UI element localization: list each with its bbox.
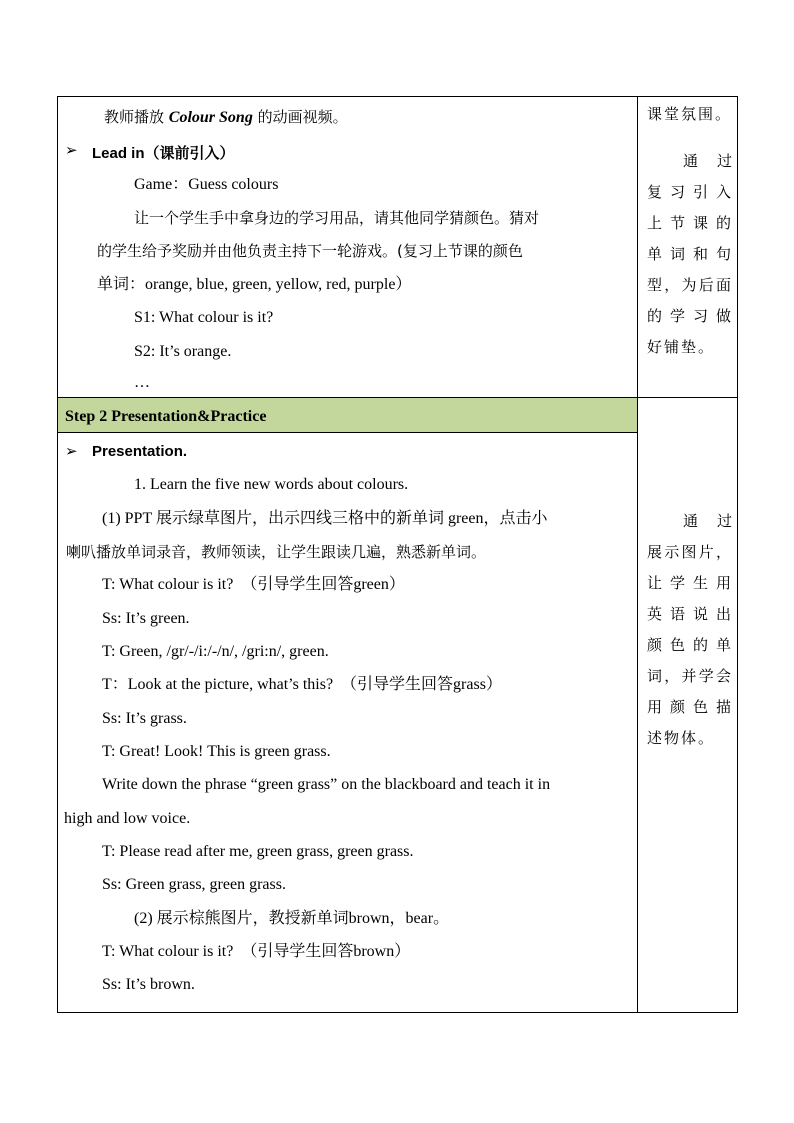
step-line-3: 喇叭播放单词录音，教师领读，让学生跟读几遍，熟悉新单词。 <box>66 543 487 561</box>
step-line-8: Ss: It’s grass. <box>102 710 187 727</box>
step-line-4: T: What colour is it? （引导学生回答green） <box>102 576 405 593</box>
step-line-6: T: Green, /gr/-/i:/-/n/, /gri:n/, green. <box>102 643 329 660</box>
step-line-11: high and low voice. <box>64 810 191 827</box>
game-line: Game：Guess colours <box>134 176 279 193</box>
step-line-9: T: Great! Look! This is green grass. <box>102 743 331 760</box>
dialogue-s1: S1: What colour is it? <box>134 309 274 326</box>
step-line-12: T: Please read after me, green grass, green grass. <box>102 843 414 860</box>
bullet-icon: ➢ <box>65 141 78 159</box>
step-line-7: T：Look at the picture, what’s this? （引导学生回答grass） <box>102 676 502 693</box>
step-line-5: Ss: It’s green. <box>102 610 190 627</box>
lesson-plan-table <box>57 96 738 1013</box>
step-header-title: Step 2 Presentation&Practice <box>65 408 267 425</box>
step-line-14: (2) 展示棕熊图片，教授新单词brown，bear。 <box>134 910 450 927</box>
step-header-row <box>58 398 637 432</box>
side-note-1: 课堂氛围。 通 过 复习引入 上节课的 单词和句 型，为后面 的学习做 好铺垫。 <box>647 99 733 363</box>
intro-line: 教师播放 Colour Song 的动画视频。 <box>104 108 348 126</box>
ellipsis: … <box>134 374 150 391</box>
side-note-2: 通 过 展示图片， 让学生用 英语说出 颜色的单 词，并学会 用颜色描 述物体。 <box>647 512 735 747</box>
presentation-heading: Presentation. <box>92 443 188 460</box>
step-line-1: 1. Learn the five new words about colours. <box>134 476 409 493</box>
step-line-10: Write down the phrase “green grass” on the blackboard and teach it in <box>102 776 551 793</box>
dialogue-s2: S2: It’s orange. <box>134 343 232 360</box>
column-divider <box>637 97 638 1012</box>
bullet-icon: ➢ <box>65 442 78 460</box>
step-line-16: Ss: It’s brown. <box>102 976 195 993</box>
header-divider <box>58 432 637 433</box>
step-line-13: Ss: Green grass, green grass. <box>102 876 286 893</box>
side-note-1-top: 课堂氛围。 <box>647 105 733 123</box>
desc-line-3: 单词：orange, blue, green, yellow, red, purple） <box>97 276 412 293</box>
step-line-15: T: What colour is it? （引导学生回答brown） <box>102 943 411 960</box>
lead-in-heading: Lead in（课前引入） <box>92 145 235 162</box>
desc-line-1: 让一个学生手中拿身边的学习用品，请其他同学猜颜色。猜对 <box>134 209 540 227</box>
desc-line-2: 的学生给予奖励并由他负责主持下一轮游戏。(复习上节课的颜色 <box>97 242 523 260</box>
step-line-2: (1) PPT 展示绿草图片，出示四线三格中的新单词 green，点击小 <box>102 510 548 527</box>
